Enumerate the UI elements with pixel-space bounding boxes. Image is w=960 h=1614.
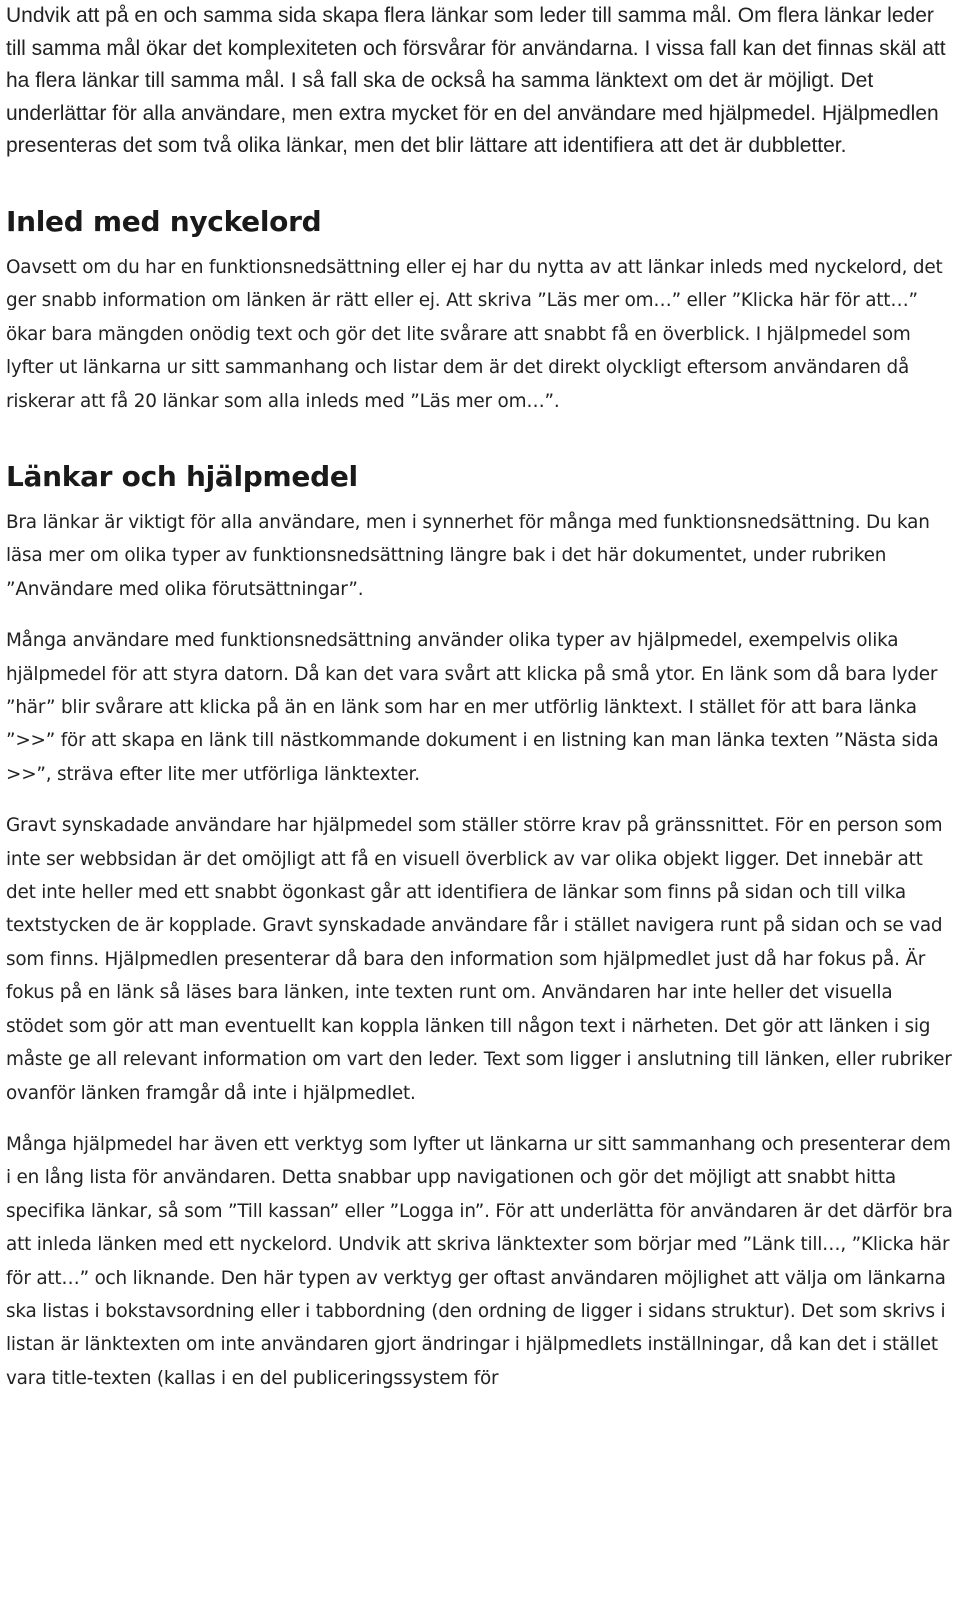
document-page <box>6 0 954 1395</box>
section-paragraph: Många användare med funktionsnedsättning använder olika typer av hjälpmedel, exempelvis olika hjälpmedel för att styra datorn. Då kan det vara svårt att klicka på små ytor. En länk som då bara lyder ”här” blir svårare att klicka på än en länk som har en mer utförlig länktext. I stället för att bara länka ”>>” för att skapa en länk till nästkommande dokument i en listning kan man länka texten ”Nästa sida >>”, sträva efter lite mer utförliga länktexter. <box>6 630 939 785</box>
section-paragraph: Många hjälpmedel har även ett verktyg som lyfter ut länkarna ur sitt sammanhang och presenterar dem i en lång lista för användaren. Detta snabbar upp navigationen och gör det möjligt att snabbt hitta specifika länkar, så som ”Till kassan” eller ”Logga in”. För att underlätta för användaren är det därför bra att inleda länken med ett nyckelord. Undvik att skriva länktexter som börjar med ”Länk till…, ”Klicka här för att…” och liknande. Den här typen av verktyg ger oftast användaren möjlighet att välja om länkarna ska listas i bokstavsordning eller i tabbordning (den ordning de ligger i sidans struktur). Det som skrivs i listan är länktexten om inte användaren gjort ändringar i hjälpmedlets inställningar, då kan det i stället vara title-texten (kallas i en del publiceringssystem för <box>6 1133 953 1389</box>
section-paragraph: Oavsett om du har en funktionsnedsättning eller ej har du nytta av att länkar inleds med nyckelord, det ger snabb information om länken är rätt eller ej. Att skriva ”Läs mer om…” eller ”Klicka här för att…” ökar bara mängden onödig text och gör det lite svårare att snabbt få en överblick. I hjälpmedel som lyfter ut länkarna ur sitt sammanhang och listar dem är det direkt olyckligt eftersom användaren då riskerar att få 20 länkar som alla inleds med ”Läs mer om…”. <box>6 256 943 412</box>
section-heading-hjalpmedel: Länkar och hjälpmedel <box>6 460 358 493</box>
section-heading-nyckelord: Inled med nyckelord <box>6 204 322 238</box>
intro-paragraph: Undvik att på en och samma sida skapa flera länkar som leder till samma mål. Om flera länkar leder till samma mål ökar det komplexiteten och försvårar för användarna. I vissa fall kan det finnas skäl att ha flera länkar till samma mål. I så fall ska de också ha samma länktext om det är möjligt. Det underlättar för alla användare, men extra mycket för en del användare med hjälpmedel. Hjälpmedlen presenteras det som två olika länkar, men det blir lättare att identifiera att det är dubbletter. <box>6 4 946 158</box>
section-paragraph: Bra länkar är viktigt för alla användare, men i synnerhet för många med funktionsnedsättning. Du kan läsa mer om olika typer av funktionsnedsättning längre bak i det här dokumentet, under rubriken ”Användare med olika förutsättningar”. <box>6 512 930 600</box>
section-paragraph: Gravt synskadade användare har hjälpmedel som ställer större krav på gränssnittet. För en person som inte ser webbsidan är det omöjligt att få en visuell överblick av var olika objekt ligger. Det innebär att det inte heller med ett snabbt ögonkast går att identifiera de länkar som finns på sidan och till vilka textstycken de är kopplade. Gravt synskadade användare får i stället navigera runt på sidan och se vad som finns. Hjälpmedlen presenterar då bara den information som hjälpmedlet just då har fokus på. Är fokus på en länk så läses bara länken, inte texten runt om. Användaren har inte heller det visuella stödet som gör att man eventuellt kan koppla länken till någon text i närheten. Det gör att länken i sig måste ge all relevant information om vart den leder. Text som ligger i anslutning till länken, eller rubriker ovanför länken framgår då inte i hjälpmedlet. <box>6 815 952 1104</box>
